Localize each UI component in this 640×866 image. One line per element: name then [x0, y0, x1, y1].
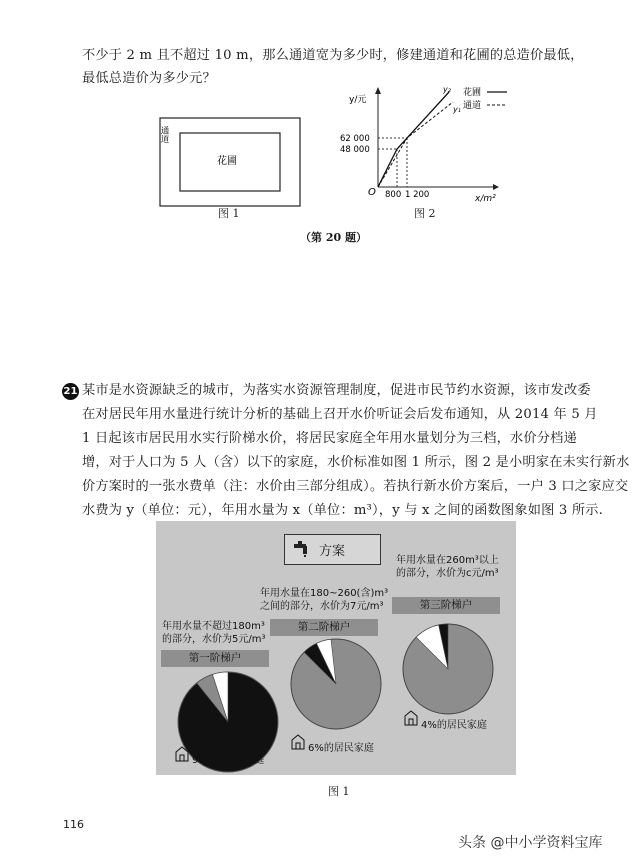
tier1-desc-line-2: 的部分，水价为5元/m³ [162, 634, 266, 645]
question-number-badge: 21 [62, 383, 79, 400]
tier3-desc-line-1: 年用水量在260m³以上 [396, 555, 499, 566]
q20-fig2-caption: 图 2 [414, 207, 436, 220]
curve-y1-channel [378, 102, 453, 187]
legend-garden: 花圃 [463, 88, 482, 98]
tier2-desc-line-2: 之间的部分，水价为7元/m³ [260, 601, 384, 612]
y-tick-48000: 48 000 [340, 145, 370, 155]
tier1-desc-line-1: 年用水量不超过180m³ [162, 621, 265, 632]
tier2-tag: 第二阶梯户 [270, 619, 378, 636]
q21-line-2: 在对居民年用水量进行统计分析的基础上召开水价听证会后发布通知，从 2014 年 5 月 [82, 407, 598, 422]
pie-charts [156, 521, 516, 775]
water-price-figure [156, 521, 516, 775]
plan-title: 方案 [319, 544, 346, 559]
q20-line-2: 最低总造价为多少元？ [82, 71, 216, 86]
pie-tier3 [403, 624, 493, 714]
y-axis-label: y/元 [349, 95, 367, 105]
curve-label-y1: y₁ [453, 105, 461, 114]
tier1-share: 90%的居民家庭 [192, 755, 265, 766]
curve-label-y2: y₂ [443, 85, 451, 94]
pie-tier2 [291, 639, 381, 729]
q21-line-5: 价方案时的一张水费单（注：水价由三部分组成）。若执行新水价方案后，一户 3 口之家应交 [82, 479, 629, 494]
tier3-tag: 第三阶梯户 [392, 597, 500, 614]
q20-line-1: 不少于 2 m 且不超过 10 m，那么通道宽为多少时，修建通道和花圃的总造价最低， [82, 48, 584, 63]
channel-label: 通道 [159, 126, 169, 143]
x-tick-800: 800 [385, 190, 402, 200]
origin-label: O [368, 187, 376, 198]
tier2-share: 6%的居民家庭 [308, 743, 374, 754]
page-number: 116 [63, 818, 84, 831]
q20-fig1-caption: 图 1 [218, 207, 240, 220]
q21-line-3: 1 日起该市居民用水实行阶梯水价，将居民家庭全年用水量划分为三档，水价分档递 [82, 431, 577, 446]
q20-figure-1 [155, 110, 305, 220]
q21-line-1: 某市是水资源缺乏的城市，为落实水资源管理制度，促进市民节约水资源，该市发改委 [82, 383, 591, 398]
tier1-tag: 第一阶梯户 [161, 650, 269, 667]
q20-figure-2 [335, 84, 520, 209]
y-tick-62000: 62 000 [340, 134, 370, 144]
q21-line-6: 水费为 y（单位：元），年用水量为 x（单位：m³），y 与 x 之间的函数图象如图 3 所示. [82, 503, 604, 518]
x-axis-label: x/m² [475, 194, 496, 204]
q21-line-4: 增，对于人口为 5 人（含）以下的家庭，水价标准如图 1 所示，图 2 是小明家在未实行新水 [82, 455, 630, 470]
q20-footer: （第 20 题） [300, 231, 367, 244]
tier2-desc-line-1: 年用水量在180~260(含)m³ [260, 588, 389, 599]
tier3-desc-line-2: 的部分，水价为c元/m³ [396, 568, 499, 579]
tier3-share: 4%的居民家庭 [421, 720, 487, 731]
curve-y2-garden [378, 92, 449, 187]
x-tick-1200: 1 200 [405, 190, 430, 200]
watermark: 头条 @中小学资料宝库 [458, 835, 603, 851]
garden-label: 花圃 [217, 156, 237, 167]
q21-fig1-caption: 图 1 [328, 785, 350, 798]
legend-channel: 通道 [463, 101, 482, 111]
